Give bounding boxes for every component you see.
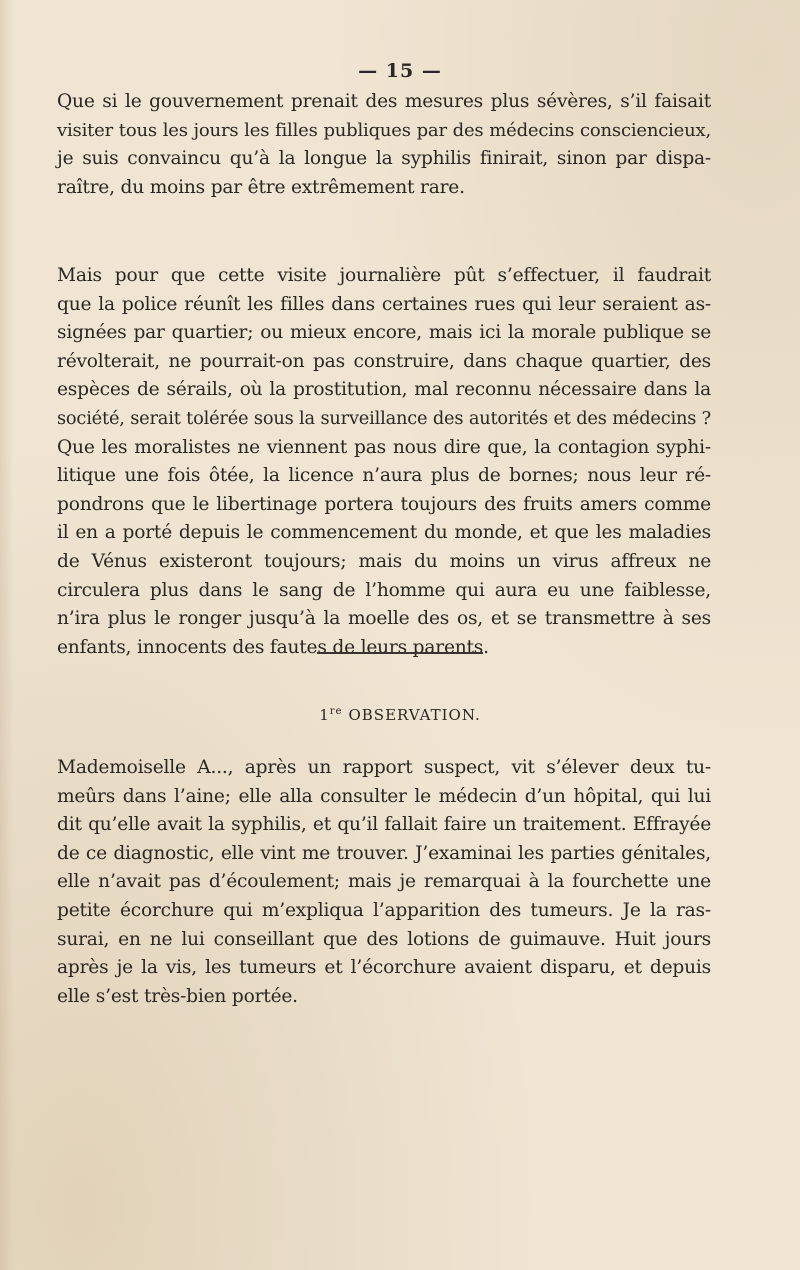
text-line: de ce diagnostic, elle vint me trouver. J’examinai les parties génitales, xyxy=(57,842,711,864)
text-line: circulera plus dans le sang de l’homme qui aura eu une faiblesse, xyxy=(57,579,711,601)
text-line: Mais pour que cette visite journalière pût s’effectuer, il faudrait xyxy=(57,265,711,286)
text-line: visiter tous les jours les filles publiques par des médecins consciencieux, xyxy=(57,119,711,141)
text-line: enfants, innocents des fautes de leurs parents. xyxy=(57,636,489,658)
text-line: meûrs dans l’aine; elle alla consulter le médecin d’un hôpital, qui lui xyxy=(57,785,711,807)
text-line: signées par quartier; ou mieux encore, mais ici la morale publique se xyxy=(57,322,711,344)
observation-title: OBSERVATION. xyxy=(348,706,481,724)
text-line: dit qu’elle avait la syphilis, et qu’il fallait faire un traitement. Effrayée xyxy=(57,814,711,836)
text-line: que la police réunît les filles dans certaines rues qui leur seraient as- xyxy=(57,293,711,315)
text-line: raître, du moins par être extrêmement rare. xyxy=(57,176,465,198)
text-line: il en a porté depuis le commencement du monde, et que les maladies xyxy=(57,522,711,544)
paragraph-police-visits xyxy=(57,262,711,662)
paragraph-case-description xyxy=(57,754,711,1011)
text-line: litique une fois ôtée, la licence n’aura plus de bornes; nous leur ré- xyxy=(57,465,711,487)
text-line: elle n’avait pas d’écoulement; mais je remarquai à la fourchette une xyxy=(57,871,711,893)
observation-heading xyxy=(0,706,800,724)
text-line: société, serait tolérée sous la surveillance des autorités et des médecins ? xyxy=(57,407,711,429)
text-line: je suis convaincu qu’à la longue la syphilis finirait, sinon par dispa- xyxy=(57,148,711,170)
text-line: Mademoiselle A..., après un rapport suspect, vit s’élever deux tu- xyxy=(57,757,711,778)
text-line: après je la vis, les tumeurs et l’écorchure avaient disparu, et depuis xyxy=(57,957,711,979)
text-line: de Vénus existeront toujours; mais du moins un virus affreux ne xyxy=(57,550,711,572)
text-line: Que si le gouvernement prenait des mesures plus sévères, s’il faisait xyxy=(57,91,711,112)
text-line: n’ira plus le ronger jusqu’à la moelle des os, et se transmettre à ses xyxy=(57,608,711,630)
text-line: surai, en ne lui conseillant que des lotions de guimauve. Huit jours xyxy=(57,928,711,950)
text-line: petite écorchure qui m’expliqua l’apparition des tumeurs. Je la ras- xyxy=(57,899,711,921)
text-line: elle s’est très-bien portée. xyxy=(57,985,298,1007)
text-line: espèces de sérails, où la prostitution, mal reconnu nécessaire dans la xyxy=(57,379,711,401)
observation-number-suffix: re xyxy=(329,706,343,717)
observation-number: 1 xyxy=(319,706,330,724)
paragraph-government-measures xyxy=(57,88,711,202)
page-number: — 15 — xyxy=(358,60,442,82)
section-divider xyxy=(317,652,483,654)
text-line: pondrons que le libertinage portera toujours des fruits amers comme xyxy=(57,493,711,515)
text-line: révolterait, ne pourrait-on pas construire, dans chaque quartier, des xyxy=(57,350,711,372)
text-line: Que les moralistes ne viennent pas nous dire que, la contagion syphi- xyxy=(57,436,711,458)
